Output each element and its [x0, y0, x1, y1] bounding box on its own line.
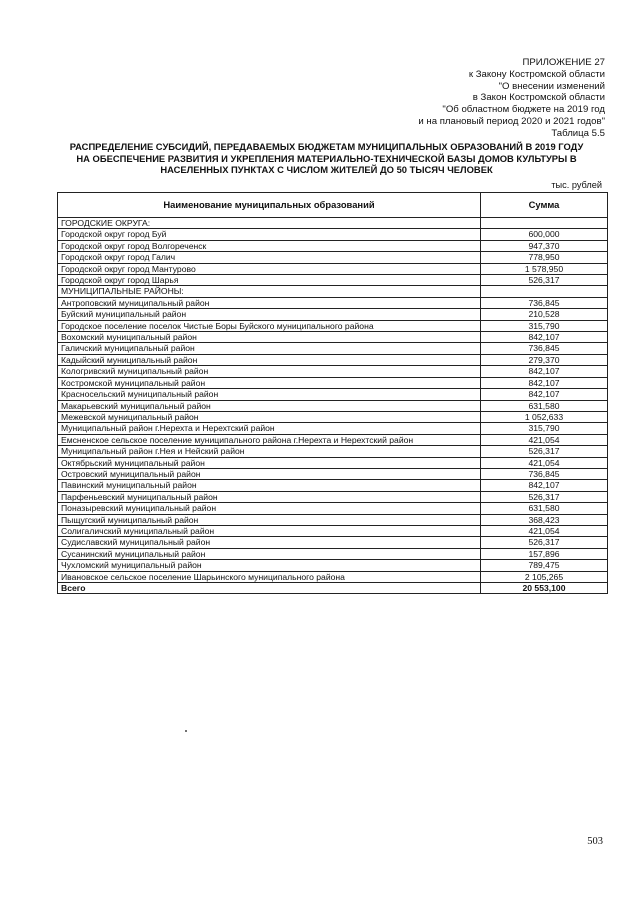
row-amount: 842,107	[481, 366, 608, 377]
row-name: Солигаличский муниципальный район	[58, 525, 481, 536]
row-amount: 421,054	[481, 457, 608, 468]
table-row	[58, 537, 608, 548]
table-row	[58, 286, 608, 297]
table-row	[58, 377, 608, 388]
row-amount: 526,317	[481, 537, 608, 548]
title-line: НАСЕЛЕННЫХ ПУНКТАХ С ЧИСЛОМ ЖИТЕЛЕЙ ДО 50 ТЫСЯЧ ЧЕЛОВЕК	[160, 164, 493, 176]
row-name: Городской округ город Мантурово	[58, 263, 481, 274]
row-amount: 210,528	[481, 309, 608, 320]
row-amount: 157,896	[481, 548, 608, 559]
row-name: Сусанинский муниципальный район	[58, 548, 481, 559]
row-amount: 315,790	[481, 423, 608, 434]
appendix-header	[275, 57, 605, 140]
row-amount: 789,475	[481, 560, 608, 571]
row-amount: 1 578,950	[481, 263, 608, 274]
table-row	[58, 275, 608, 286]
title-line: РАСПРЕДЕЛЕНИЕ СУБСИДИЙ, ПЕРЕДАВАЕМЫХ БЮДЖЕТАМ МУНИЦИПАЛЬНЫХ ОБРАЗОВАНИЙ В 2019 ГОДУ	[69, 141, 584, 152]
row-name: Буйский муниципальный район	[58, 309, 481, 320]
row-name: Парфеньевский муниципальный район	[58, 491, 481, 502]
row-amount: 368,423	[481, 514, 608, 525]
table-row	[58, 297, 608, 308]
appendix-line: и на плановый период 2020 и 2021 годов"	[418, 115, 605, 127]
row-name: Макарьевский муниципальный район	[58, 400, 481, 411]
table-row	[58, 263, 608, 274]
row-name: Городской округ город Буй	[58, 229, 481, 240]
row-amount: 526,317	[481, 275, 608, 286]
document-title	[54, 141, 599, 176]
table-row	[58, 309, 608, 320]
row-name: МУНИЦИПАЛЬНЫЕ РАЙОНЫ:	[58, 286, 481, 297]
row-amount: 526,317	[481, 491, 608, 502]
appendix-line: "О внесении изменений	[498, 80, 605, 92]
row-name: Поназыревский муниципальный район	[58, 503, 481, 514]
row-amount: 631,580	[481, 400, 608, 411]
table-row	[58, 343, 608, 354]
row-amount: 842,107	[481, 480, 608, 491]
row-amount: 526,317	[481, 446, 608, 457]
row-name: ГОРОДСКИЕ ОКРУГА:	[58, 218, 481, 229]
row-name: Городской округ город Шарья	[58, 275, 481, 286]
table-row	[58, 434, 608, 445]
total-amount: 20 553,100	[481, 583, 608, 594]
table-row	[58, 229, 608, 240]
row-name: Емсненское сельское поселение муниципального района г.Нерехта и Нерехтский район	[58, 434, 481, 445]
row-name: Вохомский муниципальный район	[58, 332, 481, 343]
table-row	[58, 491, 608, 502]
row-name: Галичский муниципальный район	[58, 343, 481, 354]
row-name: Чухломский муниципальный район	[58, 560, 481, 571]
appendix-line: в Закон Костромской области	[472, 92, 605, 104]
row-amount: 842,107	[481, 332, 608, 343]
table-row	[58, 354, 608, 365]
appendix-line: к Закону Костромской области	[468, 68, 605, 80]
row-name: Судиславский муниципальный район	[58, 537, 481, 548]
row-name: Антроповский муниципальный район	[58, 297, 481, 308]
row-name: Городское поселение поселок Чистые Боры Буйского муниципального района	[58, 320, 481, 331]
table-row	[58, 320, 608, 331]
table-row	[58, 423, 608, 434]
total-row	[58, 583, 608, 594]
row-amount: 315,790	[481, 320, 608, 331]
row-amount: 421,054	[481, 525, 608, 536]
row-name: Ивановское сельское поселение Шарьинского муниципального района	[58, 571, 481, 582]
total-label: Всего	[58, 583, 481, 594]
row-name: Кадыйский муниципальный район	[58, 354, 481, 365]
table-row	[58, 480, 608, 491]
row-name: Октябрьский муниципальный район	[58, 457, 481, 468]
column-header-amount: Сумма	[481, 193, 608, 218]
table-row	[58, 548, 608, 559]
row-name: Павинский муниципальный район	[58, 480, 481, 491]
row-name: Кологривский муниципальный район	[58, 366, 481, 377]
table-row	[58, 503, 608, 514]
row-name: Муниципальный район г.Нея и Нейский район	[58, 446, 481, 457]
row-amount: 421,054	[481, 434, 608, 445]
table-row	[58, 571, 608, 582]
table-row	[58, 400, 608, 411]
row-amount	[481, 286, 608, 297]
row-amount: 736,845	[481, 297, 608, 308]
table-row	[58, 514, 608, 525]
table-row	[58, 218, 608, 229]
table-row	[58, 411, 608, 422]
table-row	[58, 240, 608, 251]
table-row	[58, 525, 608, 536]
table-header-row	[58, 193, 608, 218]
table-row	[58, 332, 608, 343]
title-line: НА ОБЕСПЕЧЕНИЕ РАЗВИТИЯ И УКРЕПЛЕНИЯ МАТЕРИАЛЬНО-ТЕХНИЧЕСКОЙ БАЗЫ ДОМОВ КУЛЬТУРЫ В	[76, 152, 577, 164]
table-row	[58, 252, 608, 263]
appendix-line: "Об областном бюджете на 2019 год	[442, 104, 605, 116]
page-number: 503	[587, 836, 603, 847]
table-row	[58, 366, 608, 377]
scan-speck	[185, 730, 187, 732]
subsidy-table	[57, 192, 608, 594]
table-row	[58, 446, 608, 457]
row-amount: 631,580	[481, 503, 608, 514]
row-amount: 2 105,265	[481, 571, 608, 582]
row-name: Городской округ город Галич	[58, 252, 481, 263]
row-name: Городской округ город Волгореченск	[58, 240, 481, 251]
table-row	[58, 560, 608, 571]
row-name: Костромской муниципальный район	[58, 377, 481, 388]
table-row	[58, 457, 608, 468]
row-name: Межевской муниципальный район	[58, 411, 481, 422]
row-amount: 1 052,633	[481, 411, 608, 422]
row-amount: 842,107	[481, 377, 608, 388]
row-amount: 778,950	[481, 252, 608, 263]
row-amount: 600,000	[481, 229, 608, 240]
row-amount: 842,107	[481, 389, 608, 400]
row-amount: 736,845	[481, 343, 608, 354]
table-number: Таблица 5.5	[551, 127, 605, 139]
row-amount	[481, 218, 608, 229]
row-amount: 947,370	[481, 240, 608, 251]
row-name: Красносельский муниципальный район	[58, 389, 481, 400]
row-name: Островский муниципальный район	[58, 468, 481, 479]
row-amount: 736,845	[481, 468, 608, 479]
column-header-name: Наименование муниципальных образований	[58, 193, 481, 218]
appendix-line: ПРИЛОЖЕНИЕ 27	[522, 57, 605, 68]
row-amount: 279,370	[481, 354, 608, 365]
row-name: Муниципальный район г.Нерехта и Нерехтский район	[58, 423, 481, 434]
table-row	[58, 389, 608, 400]
row-name: Пыщугский муниципальный район	[58, 514, 481, 525]
units-label: тыс. рублей	[551, 180, 602, 190]
table-row	[58, 468, 608, 479]
